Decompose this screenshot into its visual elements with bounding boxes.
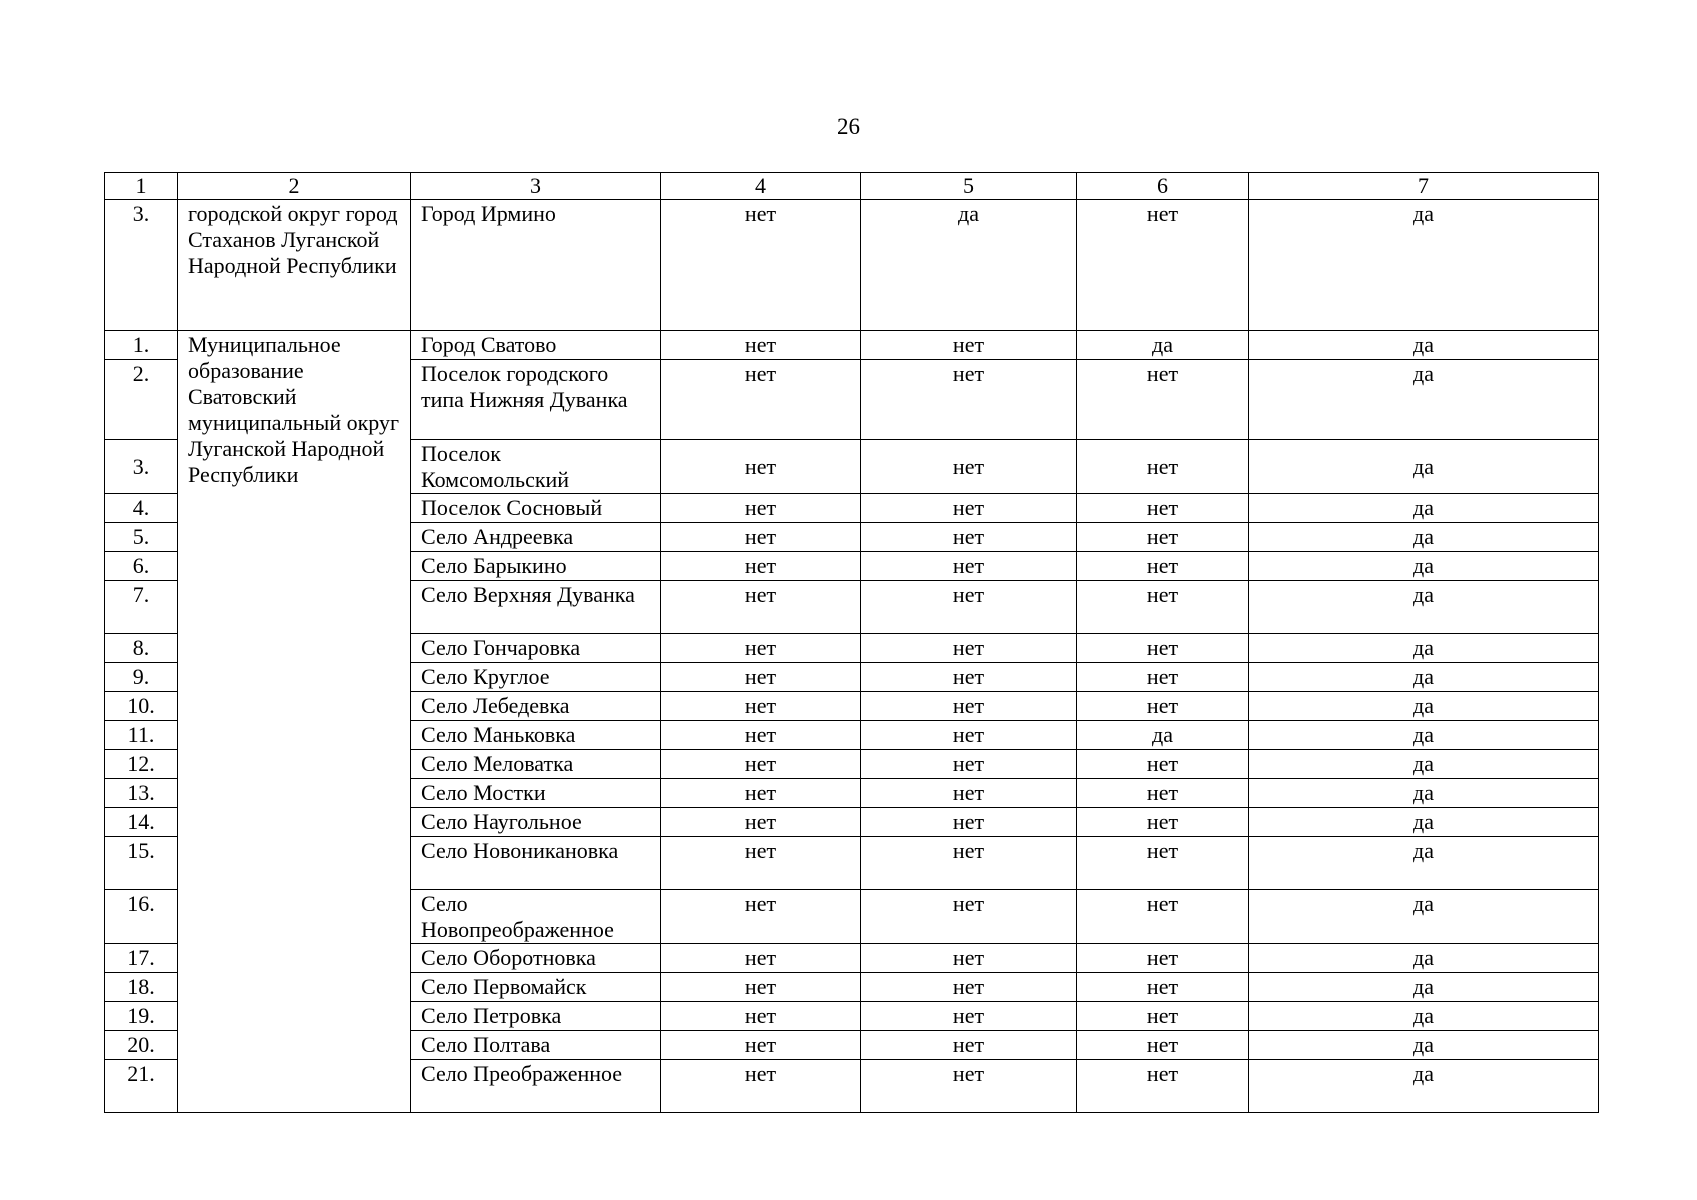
cell-col7: да	[1249, 663, 1599, 692]
row-number: 5.	[105, 523, 178, 552]
cell-col4: нет	[661, 634, 861, 663]
row-number: 10.	[105, 692, 178, 721]
municipality-name: городской округ город Стаханов Луганской Народной Республики	[178, 200, 411, 331]
cell-col6: нет	[1077, 837, 1249, 890]
cell-col6: да	[1077, 721, 1249, 750]
locality-name: Село Наугольное	[411, 808, 661, 837]
cell-col6: нет	[1077, 634, 1249, 663]
cell-col6: нет	[1077, 890, 1249, 944]
cell-col6: да	[1077, 331, 1249, 360]
cell-col7: да	[1249, 692, 1599, 721]
locality-name: Поселок Сосновый	[411, 494, 661, 523]
locality-name: Село Меловатка	[411, 750, 661, 779]
cell-col7: да	[1249, 890, 1599, 944]
cell-col7: да	[1249, 1031, 1599, 1060]
cell-col6: нет	[1077, 973, 1249, 1002]
cell-col5: нет	[861, 581, 1077, 634]
locality-name: Село Маньковка	[411, 721, 661, 750]
locality-name: Город Ирмино	[411, 200, 661, 331]
cell-col4: нет	[661, 581, 861, 634]
cell-col4: нет	[661, 973, 861, 1002]
cell-col5: нет	[861, 808, 1077, 837]
locality-name: Село Оборотновка	[411, 944, 661, 973]
cell-col6: нет	[1077, 581, 1249, 634]
row-number: 6.	[105, 552, 178, 581]
cell-col4: нет	[661, 552, 861, 581]
column-header: 1	[105, 173, 178, 200]
locality-name: Село Верхняя Дуванка	[411, 581, 661, 634]
locality-name: Село Первомайск	[411, 973, 661, 1002]
cell-col7: да	[1249, 808, 1599, 837]
cell-col4: нет	[661, 890, 861, 944]
locality-name: Село Новопреображенное	[411, 890, 661, 944]
row-number: 12.	[105, 750, 178, 779]
locality-name: Поселок городского типа Нижняя Дуванка	[411, 360, 661, 440]
cell-col5: нет	[861, 440, 1077, 494]
cell-col7: да	[1249, 523, 1599, 552]
row-number: 11.	[105, 721, 178, 750]
cell-col4: нет	[661, 331, 861, 360]
row-number: 9.	[105, 663, 178, 692]
locality-name: Село Мостки	[411, 779, 661, 808]
locality-name: Село Преображенное	[411, 1060, 661, 1113]
cell-col6: нет	[1077, 944, 1249, 973]
row-number: 16.	[105, 890, 178, 944]
cell-col7: да	[1249, 973, 1599, 1002]
locality-name: Село Гончаровка	[411, 634, 661, 663]
cell-col5: нет	[861, 523, 1077, 552]
cell-col4: нет	[661, 1060, 861, 1113]
cell-col4: нет	[661, 360, 861, 440]
cell-col4: нет	[661, 523, 861, 552]
cell-col7: да	[1249, 331, 1599, 360]
cell-col4: нет	[661, 779, 861, 808]
cell-col6: нет	[1077, 750, 1249, 779]
cell-col6: нет	[1077, 692, 1249, 721]
cell-col7: да	[1249, 634, 1599, 663]
row-number: 3.	[105, 200, 178, 331]
cell-col6: нет	[1077, 200, 1249, 331]
cell-col5: нет	[861, 779, 1077, 808]
cell-col6: нет	[1077, 1002, 1249, 1031]
cell-col6: нет	[1077, 440, 1249, 494]
cell-col6: нет	[1077, 523, 1249, 552]
cell-col5: нет	[861, 634, 1077, 663]
row-number: 13.	[105, 779, 178, 808]
locality-name: Город Сватово	[411, 331, 661, 360]
cell-col4: нет	[661, 1002, 861, 1031]
cell-col7: да	[1249, 200, 1599, 331]
cell-col4: нет	[661, 837, 861, 890]
cell-col5: нет	[861, 552, 1077, 581]
cell-col4: нет	[661, 1031, 861, 1060]
cell-col5: нет	[861, 1060, 1077, 1113]
cell-col6: нет	[1077, 1031, 1249, 1060]
cell-col7: да	[1249, 581, 1599, 634]
cell-col7: да	[1249, 750, 1599, 779]
cell-col4: нет	[661, 440, 861, 494]
cell-col7: да	[1249, 1060, 1599, 1113]
cell-col5: нет	[861, 944, 1077, 973]
row-number: 20.	[105, 1031, 178, 1060]
cell-col5: нет	[861, 837, 1077, 890]
row-number: 1.	[105, 331, 178, 360]
cell-col4: нет	[661, 692, 861, 721]
data-table	[104, 172, 1599, 1113]
column-header: 3	[411, 173, 661, 200]
cell-col6: нет	[1077, 552, 1249, 581]
cell-col4: нет	[661, 750, 861, 779]
locality-name: Село Барыкино	[411, 552, 661, 581]
cell-col4: нет	[661, 200, 861, 331]
column-header: 6	[1077, 173, 1249, 200]
cell-col4: нет	[661, 494, 861, 523]
locality-name: Поселок Комсомольский	[411, 440, 661, 494]
cell-col5: нет	[861, 494, 1077, 523]
locality-name: Село Петровка	[411, 1002, 661, 1031]
cell-col6: нет	[1077, 663, 1249, 692]
row-number: 17.	[105, 944, 178, 973]
column-header: 4	[661, 173, 861, 200]
cell-col5: нет	[861, 973, 1077, 1002]
cell-col6: нет	[1077, 808, 1249, 837]
cell-col4: нет	[661, 808, 861, 837]
cell-col6: нет	[1077, 1060, 1249, 1113]
cell-col6: нет	[1077, 779, 1249, 808]
cell-col5: нет	[861, 750, 1077, 779]
table-header-row	[105, 173, 1599, 200]
locality-name: Село Андреевка	[411, 523, 661, 552]
cell-col7: да	[1249, 837, 1599, 890]
locality-name: Село Круглое	[411, 663, 661, 692]
cell-col5: нет	[861, 692, 1077, 721]
row-number: 15.	[105, 837, 178, 890]
page-number: 26	[837, 114, 860, 139]
cell-col6: нет	[1077, 360, 1249, 440]
locality-name: Село Лебедевка	[411, 692, 661, 721]
row-number: 2.	[105, 360, 178, 440]
row-number: 8.	[105, 634, 178, 663]
cell-col5: нет	[861, 331, 1077, 360]
cell-col7: да	[1249, 494, 1599, 523]
table-row	[105, 331, 1599, 360]
cell-col4: нет	[661, 944, 861, 973]
row-number: 14.	[105, 808, 178, 837]
cell-col7: да	[1249, 721, 1599, 750]
cell-col5: нет	[861, 890, 1077, 944]
locality-name: Село Полтава	[411, 1031, 661, 1060]
cell-col5: да	[861, 200, 1077, 331]
row-number: 4.	[105, 494, 178, 523]
cell-col7: да	[1249, 1002, 1599, 1031]
row-number: 21.	[105, 1060, 178, 1113]
column-header: 2	[178, 173, 411, 200]
cell-col6: нет	[1077, 494, 1249, 523]
row-number: 3.	[105, 440, 178, 494]
row-number: 18.	[105, 973, 178, 1002]
cell-col5: нет	[861, 1031, 1077, 1060]
cell-col4: нет	[661, 721, 861, 750]
cell-col7: да	[1249, 779, 1599, 808]
column-header: 5	[861, 173, 1077, 200]
locality-name: Село Новоникановка	[411, 837, 661, 890]
cell-col7: да	[1249, 552, 1599, 581]
cell-col7: да	[1249, 944, 1599, 973]
cell-col7: да	[1249, 440, 1599, 494]
cell-col4: нет	[661, 663, 861, 692]
row-number: 7.	[105, 581, 178, 634]
row-number: 19.	[105, 1002, 178, 1031]
municipality-name: Муниципальное образование Сватовский муниципальный округ Луганской Народной Республики	[178, 331, 411, 1113]
table-row	[105, 200, 1599, 331]
cell-col5: нет	[861, 360, 1077, 440]
cell-col5: нет	[861, 721, 1077, 750]
cell-col5: нет	[861, 1002, 1077, 1031]
cell-col7: да	[1249, 360, 1599, 440]
cell-col5: нет	[861, 663, 1077, 692]
column-header: 7	[1249, 173, 1599, 200]
